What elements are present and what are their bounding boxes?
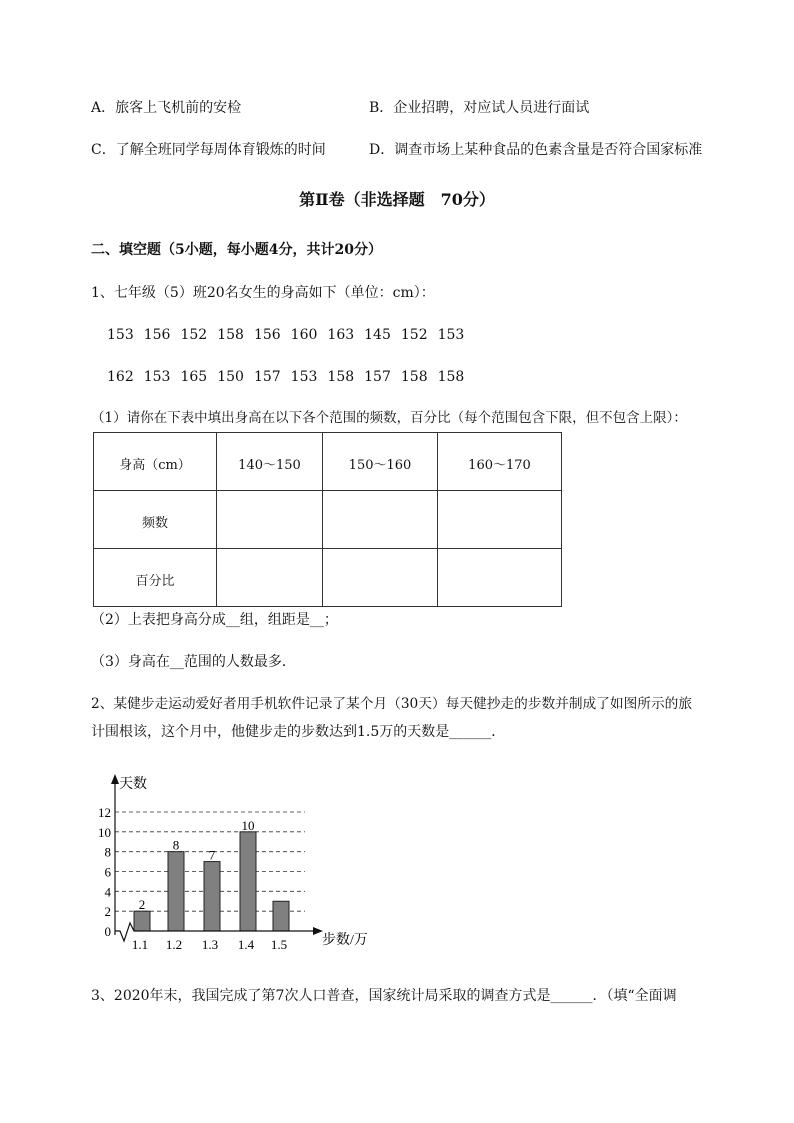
option-b: B．企业招聘，对应试人员进行面试 bbox=[369, 100, 590, 116]
table-header-cell: 150～160 bbox=[323, 433, 438, 491]
table-header-cell: 140～150 bbox=[217, 433, 323, 491]
data-value: 153 bbox=[437, 327, 465, 343]
bar-value-label: 8 bbox=[172, 837, 180, 853]
y-tick-label: 10 bbox=[98, 824, 111, 840]
y-tick-label: 8 bbox=[104, 844, 111, 860]
bar bbox=[134, 911, 150, 931]
data-value: 152 bbox=[180, 327, 208, 343]
data-value: 158 bbox=[437, 369, 465, 385]
q1-intro: 1、七年级（5）班20名女生的身高如下（单位：cm）： bbox=[91, 285, 435, 301]
table-row bbox=[94, 433, 562, 491]
q3-line-1: 3、2020年末，我国完成了第7次人口普查，国家统计局采取的调查方式是______．（填“全面调 bbox=[91, 988, 677, 1004]
data-value: 156 bbox=[143, 327, 171, 343]
bar bbox=[168, 852, 184, 931]
data-value: 145 bbox=[364, 327, 391, 343]
data-value: 165 bbox=[180, 369, 208, 385]
data-value: 158 bbox=[400, 369, 428, 385]
data-value: 158 bbox=[217, 327, 244, 343]
bar-chart bbox=[95, 770, 395, 960]
bar-value-label: 7 bbox=[208, 847, 216, 863]
answer-cell[interactable] bbox=[217, 491, 323, 549]
option-d: D．调查市场上某种食品的色素含量是否符合国家标准 bbox=[369, 142, 703, 158]
q1-sub-question-2: （2）上表把身高分成__组，组距是__； bbox=[91, 612, 338, 628]
bar-value-label: 2 bbox=[138, 897, 146, 913]
option-a: A．旅客上飞机前的安检 bbox=[91, 100, 242, 116]
y-tick-label: 0 bbox=[104, 924, 111, 939]
x-axis-title: 步数/万 bbox=[322, 933, 368, 948]
row-label-frequency: 频数 bbox=[94, 491, 217, 549]
data-value: 163 bbox=[327, 327, 355, 343]
data-value: 152 bbox=[400, 327, 428, 343]
y-tick-label: 6 bbox=[104, 864, 111, 880]
answer-cell[interactable] bbox=[323, 549, 438, 607]
row-label-percentage: 百分比 bbox=[94, 549, 217, 607]
table-header-cell: 160～170 bbox=[438, 433, 562, 491]
option-c: C．了解全班同学每周体育锻炼的时间 bbox=[91, 142, 326, 158]
y-tick-label: 12 bbox=[98, 805, 111, 820]
answer-cell[interactable] bbox=[438, 549, 562, 607]
q1-data-row-2 bbox=[107, 367, 474, 387]
data-value: 153 bbox=[143, 369, 171, 385]
data-value: 150 bbox=[217, 369, 244, 385]
x-tick-label: 1.5 bbox=[270, 937, 288, 952]
q1-sub-question-1: （1）请你在下表中填出身高在以下各个范围的频数，百分比（每个范围包含下限，但不包含上限）： bbox=[91, 410, 687, 426]
section-title: 第Ⅱ卷（非选择题 70分） bbox=[299, 190, 495, 209]
bar-value-label: 10 bbox=[241, 817, 255, 833]
answer-cell[interactable] bbox=[217, 549, 323, 607]
frequency-table bbox=[93, 432, 562, 607]
y-axis-title: 天数 bbox=[119, 777, 147, 792]
table-row bbox=[94, 491, 562, 549]
q1-data-row-1 bbox=[107, 325, 474, 345]
data-value: 158 bbox=[327, 369, 355, 385]
data-value: 153 bbox=[290, 369, 318, 385]
bar bbox=[273, 901, 289, 931]
answer-cell[interactable] bbox=[323, 491, 438, 549]
y-axis-arrow bbox=[111, 774, 119, 784]
bar bbox=[204, 862, 220, 931]
data-value: 153 bbox=[107, 327, 134, 343]
part-heading: 二、填空题（5小题，每小题4分，共计20分） bbox=[91, 242, 382, 258]
table-row bbox=[94, 549, 562, 607]
answer-cell[interactable] bbox=[438, 491, 562, 549]
q2-line-2: 计围根该，这个月中，他健步走的步数达到1.5万的天数是______． bbox=[91, 724, 506, 740]
x-tick-label: 1.3 bbox=[201, 937, 219, 952]
x-tick-label: 1.1 bbox=[131, 937, 149, 952]
data-value: 160 bbox=[290, 327, 318, 343]
x-tick-label: 1.4 bbox=[237, 937, 255, 952]
data-value: 156 bbox=[253, 327, 281, 343]
bar bbox=[240, 832, 256, 931]
q1-sub-question-3: （3）身高在__范围的人数最多． bbox=[91, 654, 296, 670]
data-value: 157 bbox=[253, 369, 281, 385]
q2-line-1: 2、某健步走运动爱好者用手机软件记录了某个月（30天）每天健抄走的步数并制成了如图所示的旅 bbox=[91, 696, 693, 712]
y-tick-label: 2 bbox=[104, 904, 111, 920]
x-tick-label: 1.2 bbox=[165, 937, 183, 952]
table-header-cell: 身高（cm） bbox=[94, 433, 217, 491]
data-value: 157 bbox=[364, 369, 391, 385]
data-value: 162 bbox=[107, 369, 134, 385]
y-tick-label: 4 bbox=[104, 884, 111, 900]
